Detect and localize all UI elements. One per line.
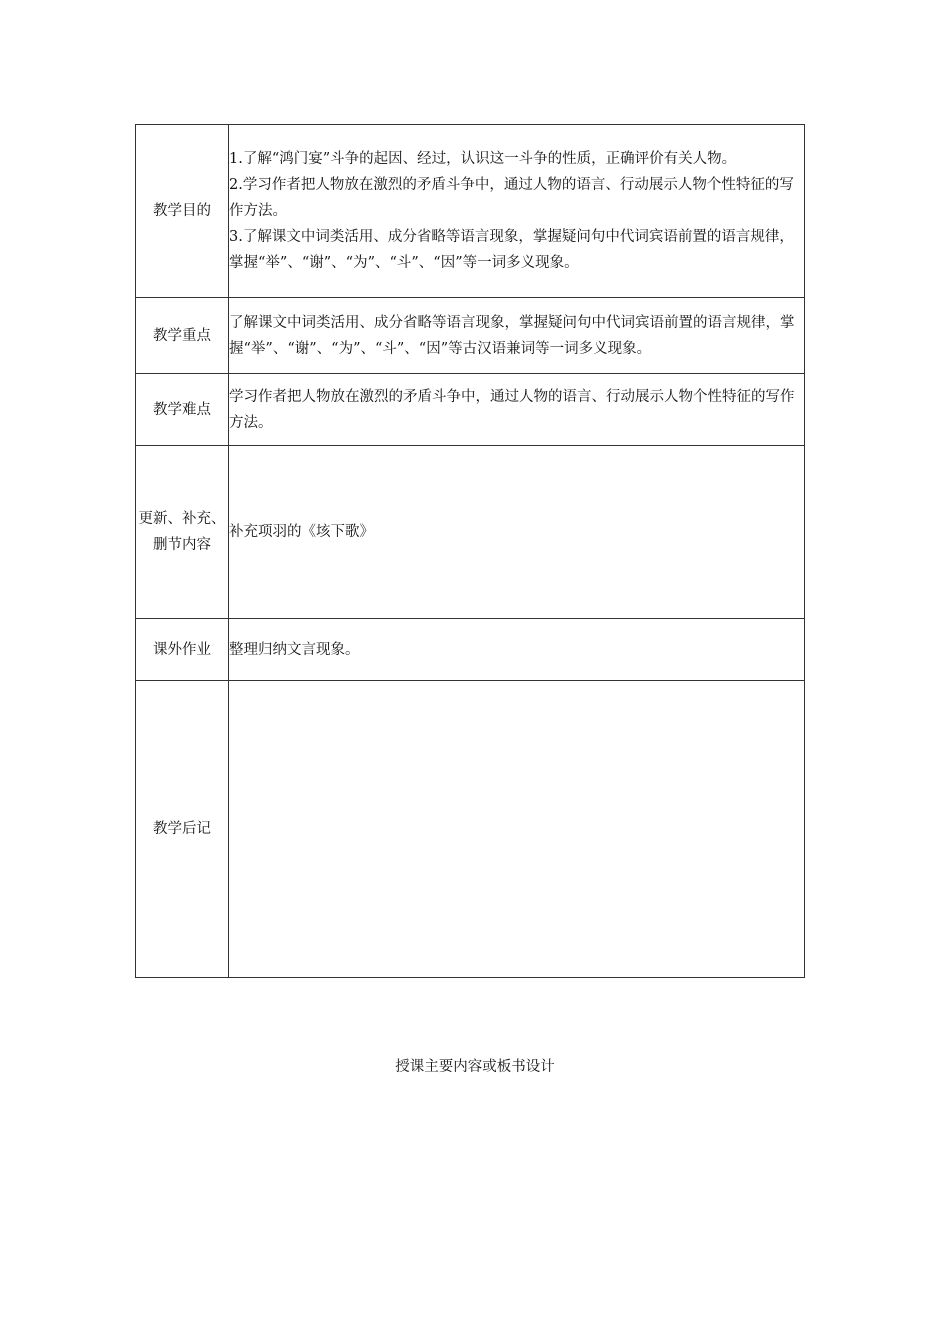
homework-text: 整理归纳文言现象。 xyxy=(229,641,360,658)
objective-item-2: 2.学习作者把人物放在激烈的矛盾斗争中，通过人物的语言、行动展示人物个性特征的写作方法。 xyxy=(229,177,794,219)
row-label-postscript: 教学后记 xyxy=(136,681,229,978)
row-content-key-points xyxy=(229,298,805,374)
board-design-heading: 授课主要内容或板书设计 xyxy=(395,1059,555,1075)
row-label-difficulties: 教学难点 xyxy=(136,374,229,446)
row-content-postscript xyxy=(229,681,805,978)
lesson-plan-table xyxy=(135,124,805,978)
row-content-difficulties xyxy=(229,374,805,446)
row-content-homework xyxy=(229,619,805,681)
row-label-supplements: 更新、补充、删节内容 xyxy=(136,446,229,619)
supplements-text: 补充项羽的《垓下歌》 xyxy=(229,524,374,540)
difficulties-text: 学习作者把人物放在激烈的矛盾斗争中，通过人物的语言、行动展示人物个性特征的写作方法。 xyxy=(229,388,795,431)
table-row-supplements xyxy=(136,446,805,619)
row-content-supplements xyxy=(229,446,805,619)
row-label-homework: 课外作业 xyxy=(136,619,229,681)
row-label-key-points: 教学重点 xyxy=(136,298,229,374)
row-label-teaching-objectives: 教学目的 xyxy=(136,125,229,298)
objective-item-3: 3.了解课文中词类活用、成分省略等语言现象，掌握疑问句中代词宾语前置的语言规律，掌握“举”、“谢”、“为”、“斗”、“因”等一词多义现象。 xyxy=(229,229,794,271)
table-row-key-points xyxy=(136,298,805,374)
table-row-postscript xyxy=(136,681,805,978)
row-content-teaching-objectives xyxy=(229,125,805,298)
table-row-homework xyxy=(136,619,805,681)
table-row-teaching-objectives xyxy=(136,125,805,298)
table-row-difficulties xyxy=(136,374,805,446)
key-points-text: 了解课文中词类活用、成分省略等语言现象，掌握疑问句中代词宾语前置的语言规律，掌握“举”、“谢”、“为”、“斗”、“因”等古汉语兼词等一词多义现象。 xyxy=(229,314,795,357)
objective-item-1: 1.了解“鸿门宴”斗争的起因、经过，认识这一斗争的性质，正确评价有关人物。 xyxy=(229,151,737,167)
